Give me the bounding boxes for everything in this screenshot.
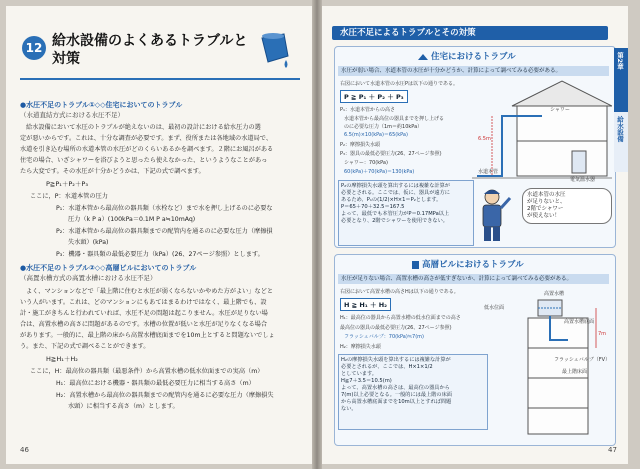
section-1-heading: ●水圧不足のトラブル①◇◇住宅においてのトラブル xyxy=(20,101,183,109)
house-row-1: P₁：水道本管からの高さ xyxy=(340,107,396,113)
building-row-4: H₂：摩擦損失水頭 xyxy=(340,344,381,350)
definition-1-p2-cont: 失水頭）(kPa) xyxy=(68,239,109,246)
house-row-5: P₂：摩擦損失水頭 xyxy=(340,142,381,148)
house-speech-bubble: 水道本管の水圧 が足りないと、 2階でシャワー が使えない！ xyxy=(522,188,612,224)
building-heading: 高層ビルにおけるトラブル xyxy=(412,258,524,272)
section-2-sub: （高置水槽方式の高置水槽における水圧不足） xyxy=(20,274,157,282)
label-heater: 電気温水器 xyxy=(570,177,596,183)
label-tank: 高置水槽 xyxy=(544,291,565,297)
building-icon xyxy=(412,261,419,269)
para-2-line-4: 合は、高置水槽の高さに問題があるのです。水槽の位置が低いと水圧が足りなくなる場合 xyxy=(20,321,268,328)
building-sub: 右図において高置水槽の高さHは以下の通りである。 xyxy=(340,289,459,295)
house-row-2: 水道本管から最高位の器具までを押し上げる xyxy=(344,116,445,122)
building-formula: H ≧ H₁ ＋ H₂ xyxy=(340,298,391,311)
formula-2: H≧H₁＋H₂ xyxy=(46,355,78,363)
definition-2-h2-cont: 水頭）に相当する高さ（m）とします。 xyxy=(68,403,179,410)
title-line-1: 給水設備のよくあるトラブルと xyxy=(52,33,248,49)
house-row-3: のに必要な圧力（1m＝約10kPa） xyxy=(344,124,423,130)
para-1-line-4: 住宅の場合、いざシャワーを浴びようと思ったら使えなかった、というようなことがあっ xyxy=(20,157,268,164)
definition-1-p1-cont: 圧力（k P a）(100kPa＝0.1M P a≒10mAq) xyxy=(68,216,196,223)
definition-1-p1: P₁：水道本管から最高位の器具類（水栓など）まで水を押し上げるのに必要な xyxy=(56,205,273,212)
definition-intro-1: ここに，P：水道本管の圧力 xyxy=(30,193,108,200)
para-1-line-3: 水道を引き込む場所の水道本管の水圧がどのくらいあるかを調べます。２階にお風呂がある xyxy=(20,146,274,153)
building-row-2: 最高位の器具の最低必要圧力(26、27ページ参照) xyxy=(340,325,452,331)
label-7m: 7m xyxy=(598,331,607,337)
house-note: P₂の摩擦損失水頭を算出するには複雑な計算が 必要とされる。ここでは、仮に、器具が遠方に あるため、P₁の(1/2)×H×1＝P₂とします。 P＝65＋70＋32.5＝167.5 よって、最低でも本管圧力がP＝0.17MPa以上 必要となり、2階でシャワーを使用できない。 xyxy=(338,180,474,246)
label-height: 6.5m xyxy=(478,136,491,142)
definition-2-h1: H₁：最高位における機器・器具類の最低必要圧力に相当する高さ（m） xyxy=(56,380,255,387)
left-page xyxy=(6,6,312,464)
label-top-floor: 最上階床面 xyxy=(562,369,588,375)
label-main: 水道本管 xyxy=(478,169,499,175)
building-intro: 水圧が足りない場合、高置水槽の高さが低すぎないか、計算によって調べてみる必要がある。 xyxy=(338,274,609,284)
label-tank-bottom: 高置水槽底面 xyxy=(564,319,595,325)
para-2-line-2: いう人がいます。これは、どのマンションにもあてはまるわけではなく、最上階でも、設 xyxy=(20,299,267,306)
chapter-tab-sub: 給水設備 xyxy=(616,116,624,142)
house-icon xyxy=(418,54,428,60)
house-intro: 水圧が弱い場合、水道本管の水圧が十分かどうか、計算によって調べてみる必要がある。 xyxy=(338,66,609,76)
page-title xyxy=(52,32,247,68)
definition-intro-2: ここに，H：最高位の器具類（最悪条件）から高置水槽の低水位面までの実高（m） xyxy=(30,368,264,375)
building-note: H₂の摩擦損失水頭を算出するには複雑な計算が 必要とされるが、ここでは、H×1×1/2 としています。 H≧7＋3.5＝10.5(m) よって、高置水槽の高さは、最高位の器具から 7(m)以上必要となる。一般的には最上階の床面 から高置水槽底面までを10m以上とすれば問題 ない。 xyxy=(338,354,488,430)
label-low-level: 低水位面 xyxy=(484,305,505,311)
para-1-line-1: 給水設備において水圧のトラブルが絶えないのは、最初の設計における給水圧力の選 xyxy=(26,124,261,131)
worker-icon xyxy=(472,188,512,243)
page-banner: 水圧不足によるトラブルとその対策 xyxy=(332,26,608,40)
house-row-6: P₃：器具の最低必要圧力(26、27ページ参照) xyxy=(340,151,442,157)
para-2-line-6: う。また、下記の式で調べることができます。 xyxy=(20,343,150,350)
para-2-line-5: があります。一般的に、最上階の床から高置水槽底面までを10m上とすると問題ないでしょ xyxy=(20,332,275,339)
house-heading: 住宅におけるトラブル xyxy=(418,50,516,64)
title-underline xyxy=(20,78,300,80)
building-row-3: フラッシュバルブ：70(kPa)≒7(m) xyxy=(344,334,424,340)
definition-1-p2: P₂：水道本管から最高位の器具類までの配管内を通るのに必要な圧力（摩擦損 xyxy=(56,228,273,235)
book-gutter xyxy=(312,0,322,469)
title-line-2: 対策 xyxy=(52,51,80,67)
house-row-4: 6.5(m)×10(kPa)＝65(kPa) xyxy=(344,132,408,138)
house-row-8: 60(kPa)＋70(kPa)＝130(kPa) xyxy=(344,169,415,175)
para-1-line-5: たら大変です。その水圧が十分かどうかは、下記の式で調べます。 xyxy=(20,168,205,175)
formula-1: P≧P₁＋P₂＋P₃ xyxy=(46,180,88,188)
bucket-icon xyxy=(254,30,294,70)
definition-2-h2: H₂：高置水槽から最高位の器具類までの配管内を通るに必要な圧力（摩擦損失 xyxy=(56,392,274,399)
label-shower: シャワー xyxy=(550,107,570,113)
building-row-1: H₁：最高位の器具から高置水槽の低水位面までの高さ xyxy=(340,315,461,321)
chapter-tab-label: 第2章 xyxy=(616,52,624,70)
para-2-line-3: 計・施工がきちんと行われていれば、水圧不足の問題は起こりません。水圧が足りない場 xyxy=(20,310,268,317)
chapter-number-badge: 12 xyxy=(22,36,46,60)
section-2-heading: ●水圧不足のトラブル②◇◇高層ビルにおいてのトラブル xyxy=(20,264,197,272)
page-number-right: 47 xyxy=(608,446,617,454)
label-flush-valve: フラッシュバルブ（FV） xyxy=(554,357,611,363)
page-number-left: 46 xyxy=(20,446,29,454)
house-formula: P ≧ P₁ ＋ P₂ ＋ P₃ xyxy=(340,90,408,103)
para-2-line-1: よく、マンションなどで「最上階に住むと水圧が弱くならないかやめた方がよい」などと xyxy=(26,288,274,295)
house-sub: 右図において水道本管の水圧Pは以下の通りである。 xyxy=(340,81,459,87)
section-1-sub: （水道直結方式における水圧不足） xyxy=(20,111,124,119)
house-row-7: シャワー：70(kPa) xyxy=(344,160,388,166)
definition-1-p3: P₃：機器・器具類の最低必要圧力（kPa）(26、27ページ参照）とします。 xyxy=(56,251,264,258)
building-diagram xyxy=(518,296,611,436)
para-1-line-2: 定が悪いからです。これは、十分な調査が必要です。まず、役所または各地域の水道局で、 xyxy=(20,135,273,142)
right-page xyxy=(322,6,628,464)
